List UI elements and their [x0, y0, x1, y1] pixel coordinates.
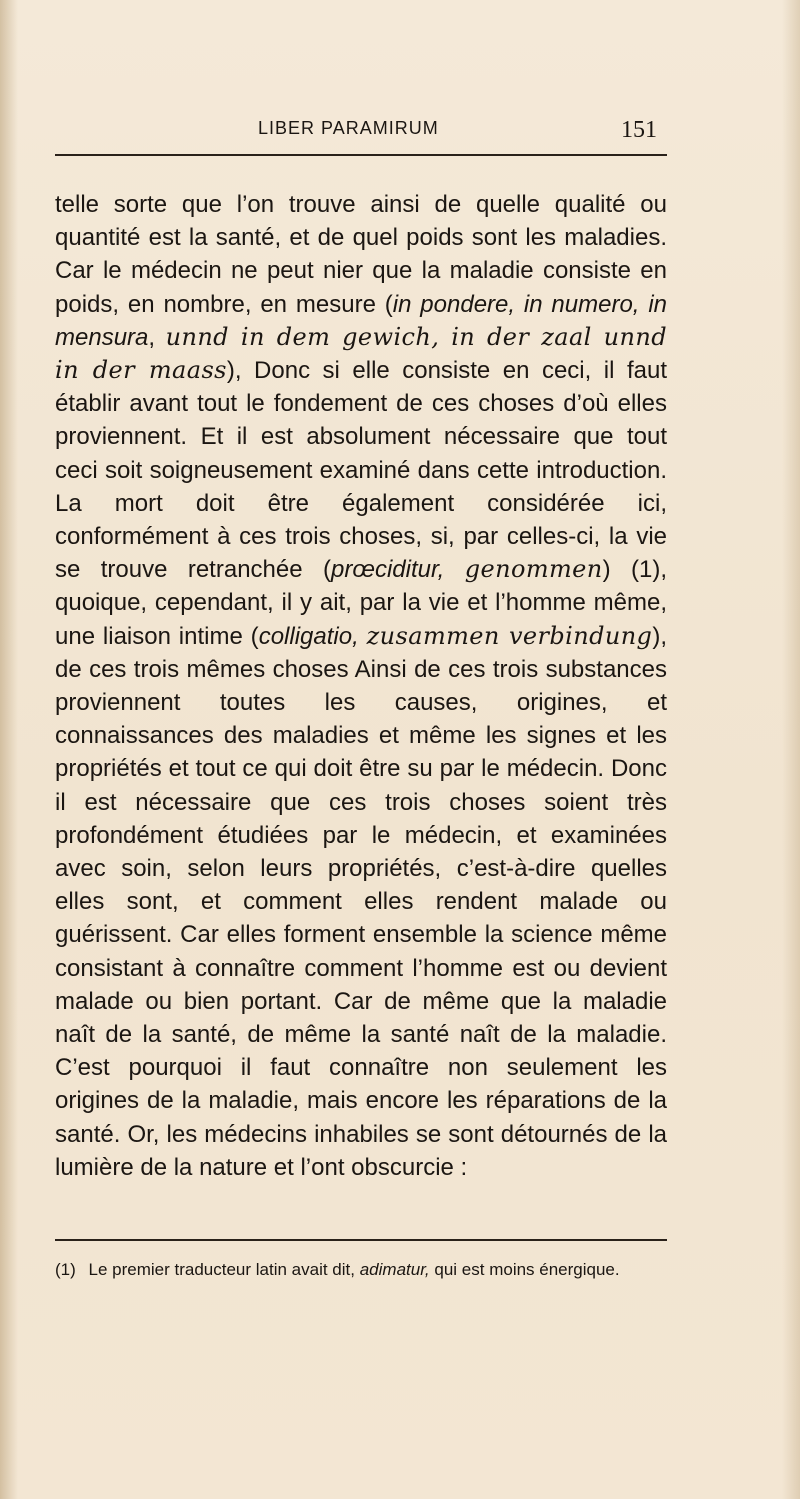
text-segment: telle sorte que l’on trouve ainsi de quelle qualité ou quantité est la santé, et de quel poids sont les maladies. Car le médecin ne peut nier que la maladie consiste en poids, en nombre, en mesure (: [55, 191, 667, 318]
text-segment: [444, 556, 464, 583]
footnote: [55, 1257, 667, 1283]
text-segment: ), Donc si elle consiste en ceci, il faut établir avant tout le fondement de ces choses d’où elles proviennent. Et il est absolument nécessaire que tout ceci soit soigneusement examiné dans cette introduction. La mort doit être également considérée ici, conformément à ces trois choses, si, par celles-ci, la vie se trouve retranchée (: [55, 357, 667, 584]
german-phrase: zusammen verbindung: [366, 621, 653, 650]
latin-phrase: in pondere, in numero, in mensura: [55, 290, 668, 351]
text-segment: ), de ces trois mêmes choses Ainsi de ces trois substances proviennent toutes les causes, origines, et connaissances des maladies et même les signes et les propriétés et tout ce qui doit être su par le médecin. Donc il est nécessaire que ces trois choses soient très profondément étudiées par le médecin, et examinées avec soin, selon leurs propriétés, c’est-à-dire quelles elles sont, et comment elles rendent malade ou guérissent. Car elles forment ensemble la science même consistant à connaître comment l’homme est ou devient malade ou bien portant. Car de même que la maladie naît de la santé, de même la santé naît de la maladie. C’est pourquoi il faut connaître non seulement les origines de la maladie, mais encore les réparations de la santé. Or, les médecins inhabiles se sont détournés de la lumière de la nature et l’ont obscurcie :: [55, 622, 667, 1181]
latin-phrase: colligatio,: [258, 622, 359, 650]
right-page-edge-shadow: [782, 0, 800, 1499]
footnote-rule: [55, 1239, 667, 1241]
german-phrase: unnd in dem gewich, in der zaal unnd in der maass: [55, 322, 667, 385]
text-segment: ) (1), quoique, cependant, il y ait, par la vie et l’homme même, une liaison intime (: [55, 556, 667, 650]
footnote-text-after: qui est moins énergique.: [434, 1260, 620, 1279]
main-body-text: [55, 188, 667, 1184]
header-rule: [55, 154, 667, 156]
latin-phrase: prœciditur,: [330, 556, 445, 584]
main-paragraph: [55, 188, 667, 1184]
text-segment: ,: [148, 323, 166, 351]
running-title: LIBER PARAMIRUM: [258, 118, 439, 138]
german-phrase: genommen: [464, 555, 603, 584]
footnote-italic-word: adimatur,: [359, 1260, 430, 1279]
page-number: 151: [621, 117, 657, 143]
left-page-edge-shadow: [0, 0, 18, 1499]
footnote-text-before: Le premier traducteur latin avait dit,: [88, 1260, 355, 1279]
footnote-marker: (1): [55, 1260, 76, 1279]
running-header: [55, 118, 667, 154]
text-segment: [359, 623, 367, 650]
